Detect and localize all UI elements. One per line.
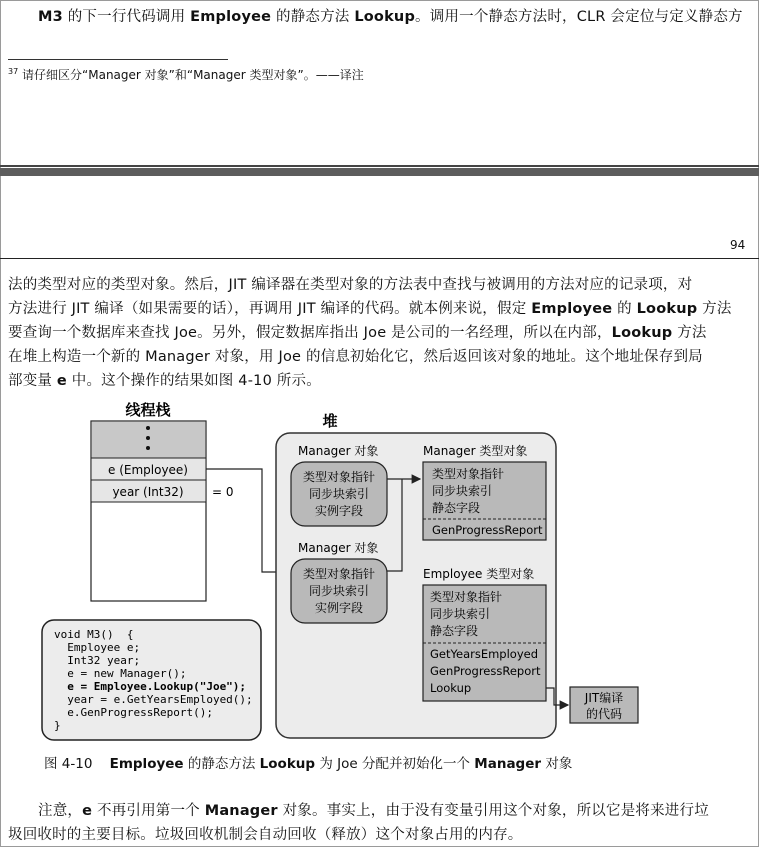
manager-object-label: Manager 对象 bbox=[298, 444, 379, 458]
paragraph-line bbox=[8, 274, 692, 296]
method-entry: GetYearsEmployed bbox=[430, 647, 539, 661]
text-run: 对象 bbox=[541, 756, 573, 772]
paragraph-line bbox=[8, 824, 523, 846]
page-break-rule bbox=[0, 165, 759, 167]
thread-stack-title: 线程栈 bbox=[125, 401, 171, 419]
code-term: Lookup bbox=[259, 756, 316, 772]
type-field: 同步块索引 bbox=[430, 607, 491, 621]
object-field: 类型对象指针 bbox=[302, 567, 376, 581]
header-rule bbox=[0, 258, 759, 259]
code-line-current: e = Employee.Lookup("Joe"); bbox=[54, 680, 247, 693]
jit-code-label: 的代码 bbox=[585, 707, 623, 721]
paragraph-line bbox=[8, 346, 703, 368]
code-term: Lookup bbox=[354, 9, 416, 25]
paragraph-line bbox=[8, 322, 707, 344]
text-run: 为 Joe 分配并初始化一个 bbox=[315, 756, 475, 772]
code-line: Int32 year; bbox=[54, 654, 141, 667]
text-run: 中。这个操作的结果如图 4-10 所示。 bbox=[66, 373, 321, 389]
type-field: 静态字段 bbox=[430, 624, 479, 638]
text-run: 方法 bbox=[697, 301, 732, 317]
text-run: 方法 bbox=[672, 325, 707, 341]
ellipsis-dot bbox=[146, 436, 150, 440]
text-run: 部变量 bbox=[8, 373, 57, 389]
paragraph-line bbox=[8, 298, 732, 320]
code-term: e bbox=[56, 373, 67, 389]
ellipsis-dot bbox=[146, 446, 150, 450]
type-field: 同步块索引 bbox=[432, 484, 493, 498]
text-run: 对象。事实上，由于没有变量引用这个对象，所以它是将来进行垃 bbox=[277, 803, 709, 819]
jit-code-label: JIT编译 bbox=[584, 691, 624, 705]
figure-caption bbox=[44, 752, 572, 772]
type-field: 类型对象指针 bbox=[432, 467, 505, 481]
object-field: 实例字段 bbox=[314, 601, 364, 615]
text-run: 注意， bbox=[38, 803, 83, 819]
method-entry: GenProgressReport bbox=[432, 523, 543, 537]
text-run: 的静态方法 bbox=[183, 756, 260, 772]
code-term: Manager bbox=[204, 803, 278, 819]
caption-number: 图 4-10 bbox=[44, 756, 93, 772]
text-run: 的 bbox=[612, 301, 637, 317]
type-field: 类型对象指针 bbox=[430, 590, 503, 604]
employee-type-object-label: Employee 类型对象 bbox=[423, 567, 535, 581]
text-run: 法的类型对应的类型对象。然后，JIT 编译器在类型对象的方法表中查找与被调用的方法对应的记录项，对 bbox=[8, 277, 693, 293]
type-field: 静态字段 bbox=[432, 501, 481, 515]
code-line: year = e.GetYearsEmployed(); bbox=[54, 693, 253, 706]
year-value: = 0 bbox=[212, 485, 234, 499]
object-field: 类型对象指针 bbox=[302, 470, 376, 484]
text-run: 在堆上构造一个新的 Manager 对象，用 Joe 的信息初始化它，然后返回该对象的地址。这个地址保存到局 bbox=[8, 349, 703, 365]
text-run: 方法进行 JIT 编译（如果需要的话），再调用 JIT 编译的代码。就本例来说，假定 bbox=[8, 301, 532, 317]
footnote-number: 37 bbox=[8, 67, 19, 76]
object-field: 同步块索引 bbox=[308, 487, 370, 501]
heap-title: 堆 bbox=[322, 412, 338, 430]
text-run: 圾回收时的主要目标。垃圾回收机制会自动回收（释放）这个对象占用的内存。 bbox=[8, 827, 523, 843]
code-term: Employee bbox=[531, 301, 613, 317]
footnote-text: 请仔细区分“Manager 对象”和“Manager 类型对象”。——译注 bbox=[22, 68, 364, 82]
code-term: Lookup bbox=[611, 325, 673, 341]
code-term: Manager bbox=[474, 756, 542, 772]
method-entry: Lookup bbox=[430, 681, 472, 695]
code-line: e = new Manager(); bbox=[54, 667, 187, 680]
top-paragraph-line bbox=[38, 6, 743, 28]
page-break-band bbox=[0, 168, 759, 176]
text-run: 的静态方法 bbox=[271, 9, 355, 25]
manager-object-label: Manager 对象 bbox=[298, 541, 379, 555]
text-run: 。调用一个静态方法时，CLR 会定位与定义静态方 bbox=[415, 9, 743, 25]
page-number: 94 bbox=[730, 238, 746, 252]
text-run: 要查询一个数据库来查找 Joe。另外，假定数据库指出 Joe 是公司的一名经理，所以在内部， bbox=[8, 325, 612, 341]
stack-slot-year-label: year (Int32) bbox=[112, 485, 184, 499]
paragraph-line bbox=[8, 370, 321, 392]
code-line: } bbox=[54, 719, 61, 732]
text-run: 的下一行代码调用 bbox=[62, 9, 191, 25]
code-term: M3 bbox=[38, 9, 63, 25]
figure-4-10 bbox=[0, 395, 759, 745]
code-line: e.GenProgressReport(); bbox=[54, 706, 213, 719]
ellipsis-dot bbox=[146, 426, 150, 430]
stack-slot-e-label: e (Employee) bbox=[108, 463, 188, 477]
object-field: 同步块索引 bbox=[308, 584, 370, 598]
footnote-rule bbox=[8, 59, 228, 60]
object-field: 实例字段 bbox=[314, 504, 364, 518]
method-entry: GenProgressReport bbox=[430, 664, 541, 678]
code-term: Employee bbox=[109, 756, 184, 772]
code-term: e bbox=[82, 803, 93, 819]
code-line: void M3() { bbox=[54, 628, 134, 641]
paragraph-line bbox=[38, 800, 709, 822]
text-run: 不再引用第一个 bbox=[92, 803, 205, 819]
code-term: Lookup bbox=[636, 301, 698, 317]
footnote bbox=[8, 66, 364, 83]
code-line: Employee e; bbox=[54, 641, 141, 654]
code-term: Employee bbox=[190, 9, 272, 25]
manager-type-object-label: Manager 类型对象 bbox=[423, 444, 528, 458]
